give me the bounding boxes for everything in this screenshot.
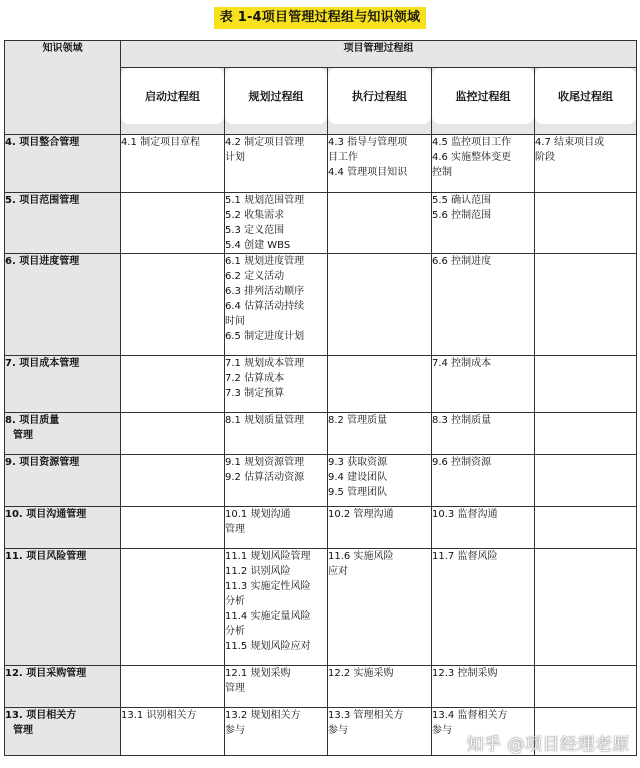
- process-line: 5.3 定义范围: [225, 225, 285, 236]
- table-row: [5, 254, 637, 356]
- process-group-cell: [121, 68, 225, 135]
- process-cell: [432, 193, 535, 254]
- process-line: 9.5 管理团队: [328, 487, 388, 498]
- process-cell: [328, 254, 432, 356]
- process-cell: [535, 507, 637, 549]
- process-cell: [535, 413, 637, 455]
- knowledge-area-label: [5, 708, 121, 756]
- process-cell: [432, 455, 535, 507]
- process-line: 9.4 建设团队: [328, 472, 388, 483]
- process-line: 6.2 定义活动: [225, 271, 285, 282]
- process-cell: [328, 455, 432, 507]
- process-line: 时间: [225, 316, 245, 327]
- process-group-initiating: 启动过程组: [121, 68, 224, 124]
- process-line: 8.1 规划质量管理: [225, 415, 305, 426]
- process-cell: [432, 135, 535, 193]
- process-cell: [432, 549, 535, 666]
- process-line: 管理: [225, 683, 245, 694]
- process-cell: [225, 708, 328, 756]
- knowledge-area-line: 13. 项目相关方: [5, 710, 77, 721]
- process-line: 4.4 管理项目知识: [328, 167, 408, 178]
- process-line: 5.4 创建 WBS: [225, 240, 291, 251]
- process-cell: [121, 549, 225, 666]
- process-cell: [535, 135, 637, 193]
- process-cell: [121, 356, 225, 413]
- process-group-cell: [535, 68, 637, 135]
- process-line: 4.2 制定项目管理: [225, 137, 305, 148]
- process-cell: [225, 455, 328, 507]
- knowledge-area-label: [5, 413, 121, 455]
- table-row: [5, 413, 637, 455]
- process-line: 4.1 制定项目章程: [121, 137, 201, 148]
- process-line: 9.3 获取资源: [328, 457, 388, 468]
- process-group-cell: [432, 68, 535, 135]
- process-line: 4.3 指导与管理项: [328, 137, 408, 148]
- watermark: 知乎 @项目经理老原: [466, 735, 630, 755]
- process-cell: [225, 549, 328, 666]
- process-line: 6.4 估算活动持续: [225, 301, 305, 312]
- process-cell: [225, 507, 328, 549]
- process-cell: [121, 193, 225, 254]
- process-line: 6.6 控制进度: [432, 256, 492, 267]
- knowledge-area-label: [5, 666, 121, 708]
- knowledge-area-line: 4. 项目整合管理: [5, 137, 80, 148]
- process-line: 7.3 制定预算: [225, 388, 285, 399]
- process-line: 13.1 识别相关方: [121, 710, 197, 721]
- process-cell: [121, 455, 225, 507]
- process-cell: [328, 356, 432, 413]
- process-line: 参与: [225, 725, 245, 736]
- knowledge-area-line: 管理: [13, 430, 33, 441]
- process-group-executing: 执行过程组: [328, 68, 431, 124]
- process-cell: [328, 135, 432, 193]
- process-cell: [225, 193, 328, 254]
- process-line: 5.5 确认范围: [432, 195, 492, 206]
- process-cell: [225, 356, 328, 413]
- process-cell: [535, 254, 637, 356]
- process-line: 7.4 控制成本: [432, 358, 492, 369]
- process-line: 分析: [225, 596, 245, 607]
- process-cell: [328, 413, 432, 455]
- process-line: 参与: [432, 725, 452, 736]
- process-line: 10.3 监督沟通: [432, 509, 498, 520]
- process-line: 7.1 规划成本管理: [225, 358, 305, 369]
- process-line: 控制: [432, 167, 452, 178]
- process-line: 9.1 规划资源管理: [225, 457, 305, 468]
- table-title: 表 1-4项目管理过程组与知识领域: [214, 7, 426, 29]
- knowledge-area-line: 8. 项目质量: [5, 415, 60, 426]
- knowledge-area-label: [5, 356, 121, 413]
- process-line: 应对: [328, 566, 348, 577]
- process-cell: [328, 708, 432, 756]
- knowledge-area-label: [5, 135, 121, 193]
- process-line: 13.4 监督相关方: [432, 710, 508, 721]
- process-cell: [432, 356, 535, 413]
- process-group-cell: [328, 68, 432, 135]
- process-cell: [225, 666, 328, 708]
- process-cell: [328, 507, 432, 549]
- process-knowledge-table: [4, 40, 637, 756]
- process-line: 11.7 监督风险: [432, 551, 498, 562]
- process-line: 11.5 规划风险应对: [225, 641, 311, 652]
- process-line: 4.6 实施整体变更: [432, 152, 512, 163]
- table-row: [5, 666, 637, 708]
- process-cell: [225, 413, 328, 455]
- process-line: 12.1 规划采购: [225, 668, 291, 679]
- process-cell: [432, 413, 535, 455]
- process-line: 11.4 实施定量风险: [225, 611, 311, 622]
- process-line: 12.2 实施采购: [328, 668, 394, 679]
- process-cell: [121, 666, 225, 708]
- knowledge-area-label: [5, 254, 121, 356]
- table-row: [5, 135, 637, 193]
- knowledge-area-line: 10. 项目沟通管理: [5, 509, 87, 520]
- process-cell: [432, 666, 535, 708]
- process-line: 计划: [225, 152, 245, 163]
- knowledge-area-line: 7. 项目成本管理: [5, 358, 80, 369]
- process-cell: [535, 666, 637, 708]
- process-line: 10.2 管理沟通: [328, 509, 394, 520]
- process-cell: [535, 455, 637, 507]
- title-container: [0, 6, 640, 29]
- process-line: 5.2 收集需求: [225, 210, 285, 221]
- knowledge-area-label: [5, 507, 121, 549]
- knowledge-area-header: 知识领域: [5, 41, 121, 135]
- process-line: 7.2 估算成本: [225, 373, 285, 384]
- knowledge-area-line: 管理: [13, 725, 33, 736]
- process-line: 6.5 制定进度计划: [225, 331, 305, 342]
- process-line: 参与: [328, 725, 348, 736]
- knowledge-area-label: [5, 549, 121, 666]
- process-line: 分析: [225, 626, 245, 637]
- process-cell: [535, 549, 637, 666]
- process-group-closing: 收尾过程组: [535, 68, 636, 124]
- process-group-header: 项目管理过程组: [121, 41, 637, 68]
- table-row: [5, 455, 637, 507]
- process-line: 5.6 控制范围: [432, 210, 492, 221]
- process-line: 8.2 管理质量: [328, 415, 388, 426]
- table-row: [5, 549, 637, 666]
- process-line: 12.3 控制采购: [432, 668, 498, 679]
- knowledge-area-label: [5, 193, 121, 254]
- process-line: 9.6 控制资源: [432, 457, 492, 468]
- process-line: 11.6 实施风险: [328, 551, 394, 562]
- process-cell: [432, 507, 535, 549]
- process-line: 6.1 规划进度管理: [225, 256, 305, 267]
- process-line: 11.3 实施定性风险: [225, 581, 311, 592]
- process-cell: [328, 549, 432, 666]
- process-line: 4.5 监控项目工作: [432, 137, 512, 148]
- process-line: 5.1 规划范围管理: [225, 195, 305, 206]
- process-cell: [121, 708, 225, 756]
- process-cell: [225, 254, 328, 356]
- process-cell: [328, 193, 432, 254]
- process-cell: [121, 413, 225, 455]
- process-cell: [121, 507, 225, 549]
- table-row: [5, 507, 637, 549]
- process-line: 13.3 管理相关方: [328, 710, 404, 721]
- process-line: 6.3 排列活动顺序: [225, 286, 305, 297]
- process-cell: [328, 666, 432, 708]
- process-cell: [225, 135, 328, 193]
- process-group-planning: 规划过程组: [225, 68, 327, 124]
- process-line: 8.3 控制质量: [432, 415, 492, 426]
- knowledge-area-line: 5. 项目范围管理: [5, 195, 80, 206]
- process-cell: [535, 356, 637, 413]
- process-line: 阶段: [535, 152, 555, 163]
- process-cell: [121, 254, 225, 356]
- process-line: 管理: [225, 524, 245, 535]
- process-line: 13.2 规划相关方: [225, 710, 301, 721]
- process-cell: [432, 254, 535, 356]
- knowledge-area-line: 11. 项目风险管理: [5, 551, 87, 562]
- process-cell: [121, 135, 225, 193]
- process-group-monitoring: 监控过程组: [432, 68, 534, 124]
- knowledge-area-line: 6. 项目进度管理: [5, 256, 80, 267]
- process-line: 11.2 识别风险: [225, 566, 291, 577]
- table-row: [5, 193, 637, 254]
- process-line: 11.1 规划风险管理: [225, 551, 311, 562]
- process-line: 4.7 结束项目或: [535, 137, 605, 148]
- knowledge-area-label: [5, 455, 121, 507]
- process-line: 10.1 规划沟通: [225, 509, 291, 520]
- knowledge-area-line: 9. 项目资源管理: [5, 457, 80, 468]
- knowledge-area-line: 12. 项目采购管理: [5, 668, 87, 679]
- process-group-cell: [225, 68, 328, 135]
- process-cell: [535, 193, 637, 254]
- process-line: 目工作: [328, 152, 358, 163]
- table-body: [5, 135, 637, 756]
- table-row: [5, 356, 637, 413]
- process-line: 9.2 估算活动资源: [225, 472, 305, 483]
